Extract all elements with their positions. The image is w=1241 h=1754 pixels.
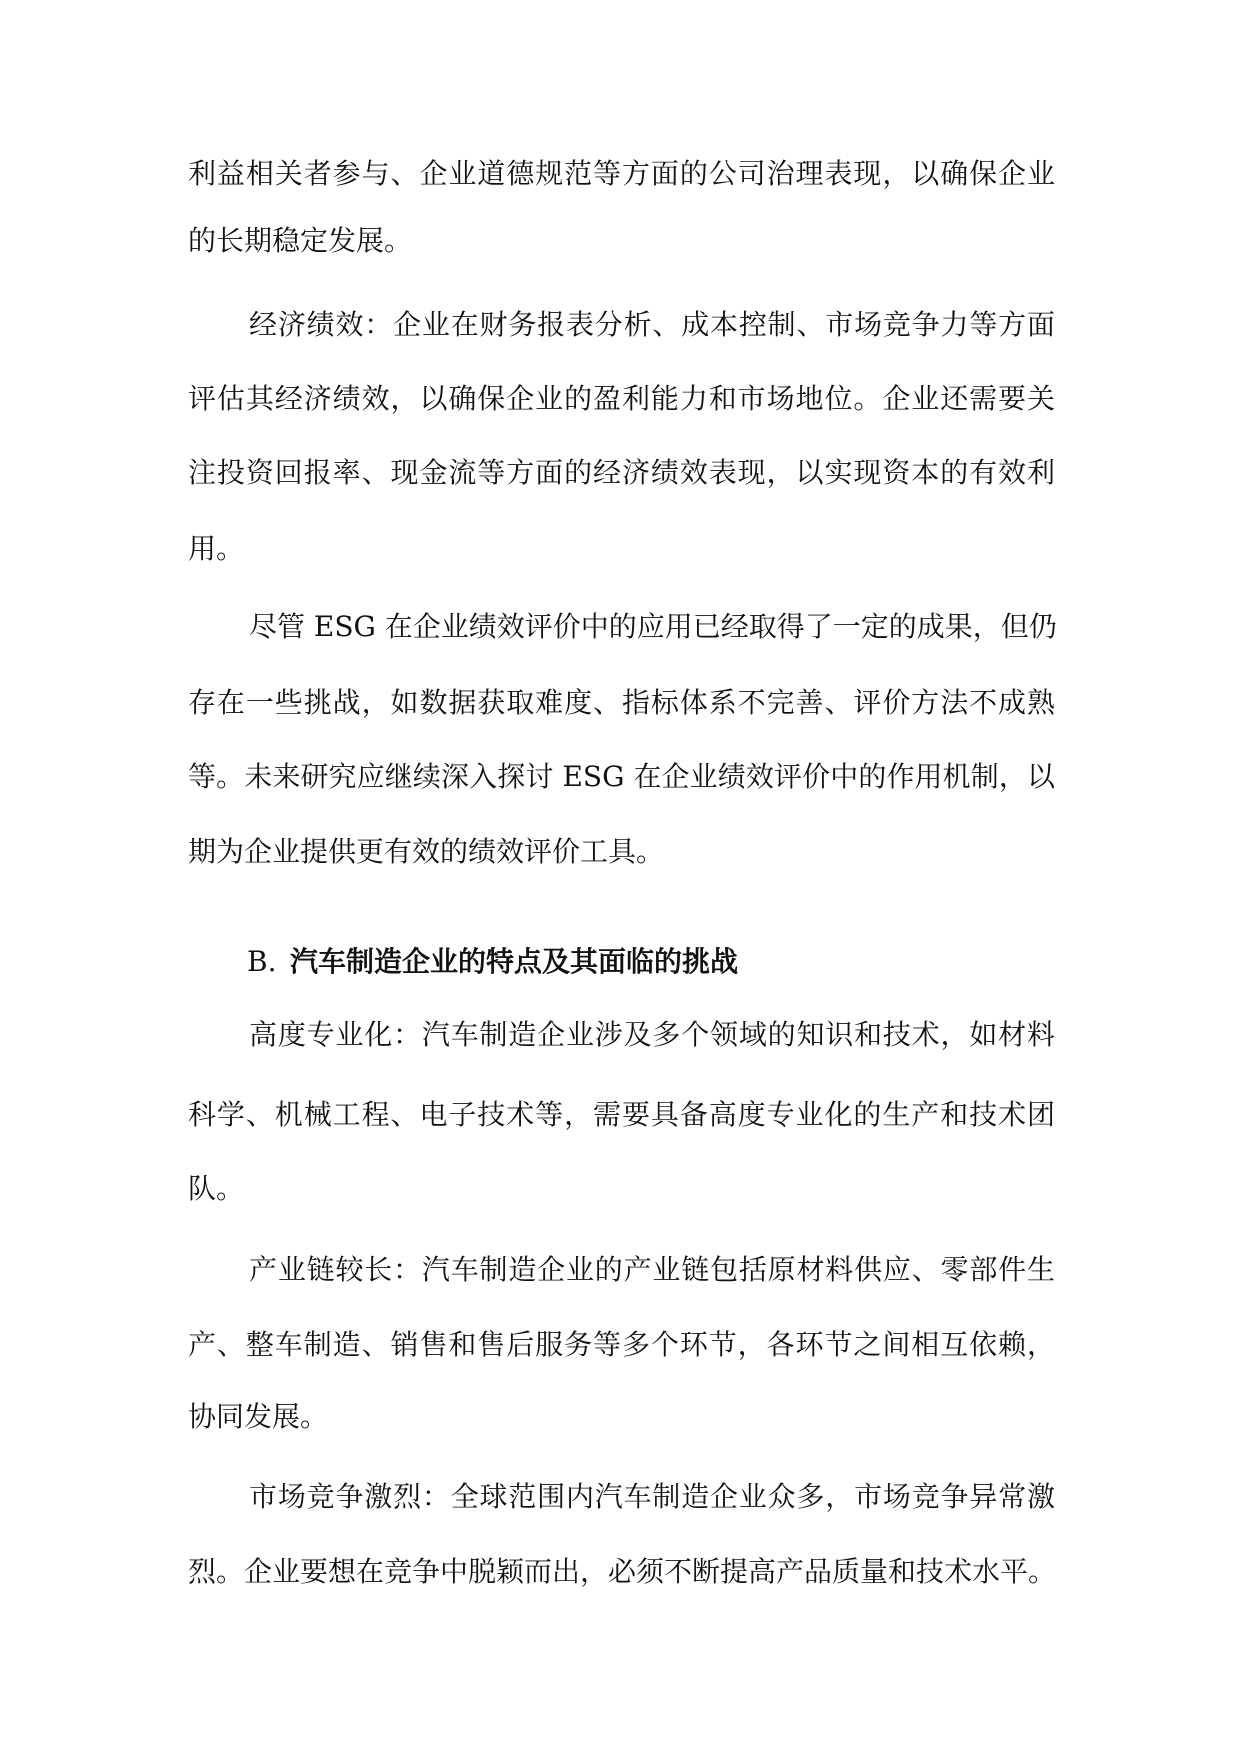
paragraph-line: 评估其经济绩效，以确保企业的盈利能力和市场地位。企业还需要关 <box>188 382 1055 415</box>
paragraph-line: 尽管 ESG 在企业绩效评价中的应用已经取得了一定的成果，但仍 <box>249 610 1057 643</box>
paragraph-line: 产业链较长：汽车制造企业的产业链包括原材料供应、零部件生 <box>249 1253 1055 1286</box>
paragraph-line: 存在一些挑战，如数据获取难度、指标体系不完善、评价方法不成熟 <box>188 686 1055 719</box>
paragraph-line: 用。 <box>188 532 245 565</box>
paragraph-line: 队。 <box>188 1172 245 1205</box>
paragraph-line: 科学、机械工程、电子技术等，需要具备高度专业化的生产和技术团 <box>188 1098 1055 1131</box>
paragraph-line: 产、整车制造、销售和售后服务等多个环节，各环节之间相互依赖， <box>188 1328 1055 1361</box>
section-heading <box>247 946 738 978</box>
paragraph-line: 烈。企业要想在竞争中脱颖而出，必须不断提高产品质量和技术水平。 <box>188 1555 1057 1588</box>
paragraph-line: 协同发展。 <box>188 1400 329 1433</box>
section-number: B. <box>247 945 277 978</box>
paragraph-line: 利益相关者参与、企业道德规范等方面的公司治理表现，以确保企业 <box>188 157 1055 190</box>
section-title: 汽车制造企业的特点及其面临的挑战 <box>290 945 739 978</box>
paragraph-line: 期为企业提供更有效的绩效评价工具。 <box>188 835 665 868</box>
paragraph-line: 的长期稳定发展。 <box>188 224 413 257</box>
paragraph-line: 高度专业化：汽车制造企业涉及多个领域的知识和技术，如材料 <box>249 1018 1055 1051</box>
paragraph-line: 市场竞争激烈：全球范围内汽车制造企业众多，市场竞争异常激 <box>249 1480 1055 1513</box>
paragraph-line: 注投资回报率、现金流等方面的经济绩效表现，以实现资本的有效利 <box>188 456 1055 489</box>
paragraph-line: 等。未来研究应继续深入探讨 ESG 在企业绩效评价中的作用机制，以 <box>188 760 1055 793</box>
paragraph-line: 经济绩效：企业在财务报表分析、成本控制、市场竞争力等方面 <box>249 308 1055 341</box>
